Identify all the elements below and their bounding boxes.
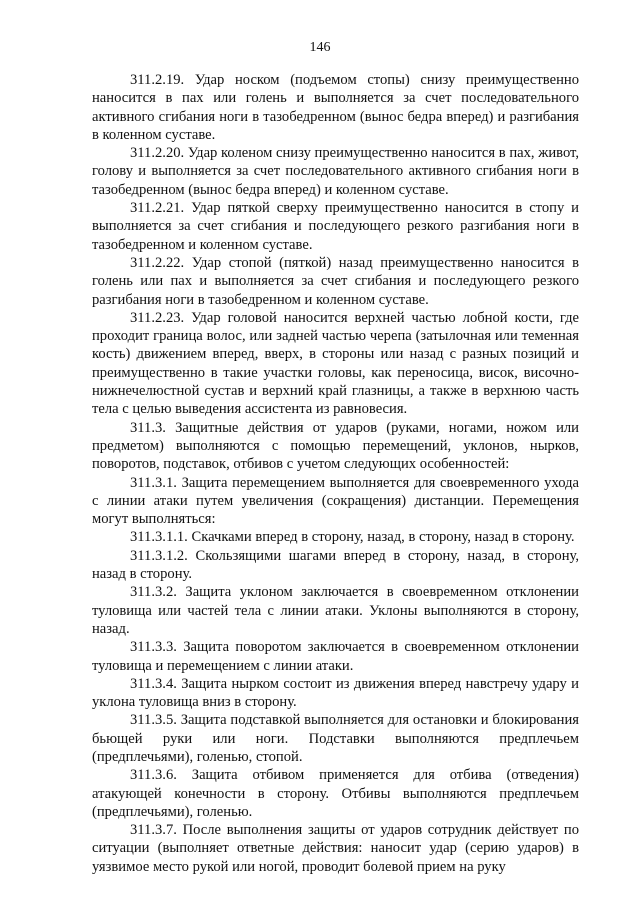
paragraph-311-2-19: 311.2.19. Удар носком (подъемом стопы) снизу преимущественно наносится в пах или голень и выполняется за счет последовательного активного сгибания ноги в тазобедренном (вынос бедра вперед) и разгибания в коленном суставе. <box>92 72 579 143</box>
paragraph-311-3-6: 311.3.6. Защита отбивом применяется для отбива (отведения) атакующей конечности в сторону. Отбивы выполняются предплечьем (предплечьями), голенью. <box>92 767 579 820</box>
paragraph-311-2-21: 311.2.21. Удар пяткой сверху преимущественно наносится в стопу и выполняется за счет сгибания и последующего резкого разгибания ноги в тазобедренном и коленном суставе. <box>92 200 579 253</box>
paragraph-311-3-7: 311.3.7. После выполнения защиты от ударов сотрудник действует по ситуации (выполняет ответные действия: наносит удар (серию ударов) в уязвимое место рукой или ногой, проводит болевой прием на руку <box>92 822 579 875</box>
paragraph-311-3-1-1: 311.3.1.1. Скачками вперед в сторону, назад, в сторону, назад в сторону. <box>130 529 575 546</box>
paragraph-311-3-5: 311.3.5. Защита подставкой выполняется для остановки и блокирования бьющей руки или ноги. Подставки выполняются предплечьем (предплечьями), голенью, стопой. <box>92 712 579 765</box>
paragraph-311-3-1: 311.3.1. Защита перемещением выполняется для своевременного ухода с линии атаки путем увеличения (сокращения) дистанции. Перемещения могут выполняться: <box>92 474 579 528</box>
paragraph-311-3-4: 311.3.4. Защита нырком состоит из движения вперед навстречу удару и уклона туловища вниз в сторону. <box>92 675 579 711</box>
paragraph-311-2-20: 311.2.20. Удар коленом снизу преимущественно наносится в пах, живот, голову и выполняется за счет последовательного активного сгибания ноги в тазобедренном (вынос бедра вперед) и коленном суставе. <box>92 145 579 198</box>
paragraph-311-3-3: 311.3.3. Защита поворотом заключается в своевременном отклонении туловища и перемещением с линии атаки. <box>92 639 579 674</box>
body-text <box>92 71 579 876</box>
paragraph-311-3-1-2: 311.3.1.2. Скользящими шагами вперед в сторону, назад, в сторону, назад в сторону. <box>92 547 579 583</box>
paragraph-311-3-2: 311.3.2. Защита уклоном заключается в своевременном отклонении туловища или частей тела с линии атаки. Уклоны выполняются в сторону, назад. <box>92 584 579 637</box>
paragraph-311-2-23: 311.2.23. Удар головой наносится верхней частью лобной кости, где проходит граница волос, или задней частью черепа (затылочная или теменная кость) движением вперед, вверх, в стороны или назад с разных позиций и преимущественно в такие участки головы, как переносица, висок, височно-нижнечелюстной сустав и верхний край глазницы, а также в верхнюю часть тела с целью выведения ассистента из равновесия. <box>92 309 579 418</box>
paragraph-311-3: 311.3. Защитные действия от ударов (руками, ногами, ножом или предметом) выполняются с помощью перемещений, уклонов, нырков, поворотов, подставок, отбивов с учетом следующих особенностей: <box>92 419 579 473</box>
paragraph-311-2-22: 311.2.22. Удар стопой (пяткой) назад преимущественно наносится в голень или пах и выполняется за счет сгибания и последующего резкого разгибания ноги в тазобедренном и коленном суставе. <box>92 254 579 308</box>
page-number: 146 <box>309 40 331 55</box>
